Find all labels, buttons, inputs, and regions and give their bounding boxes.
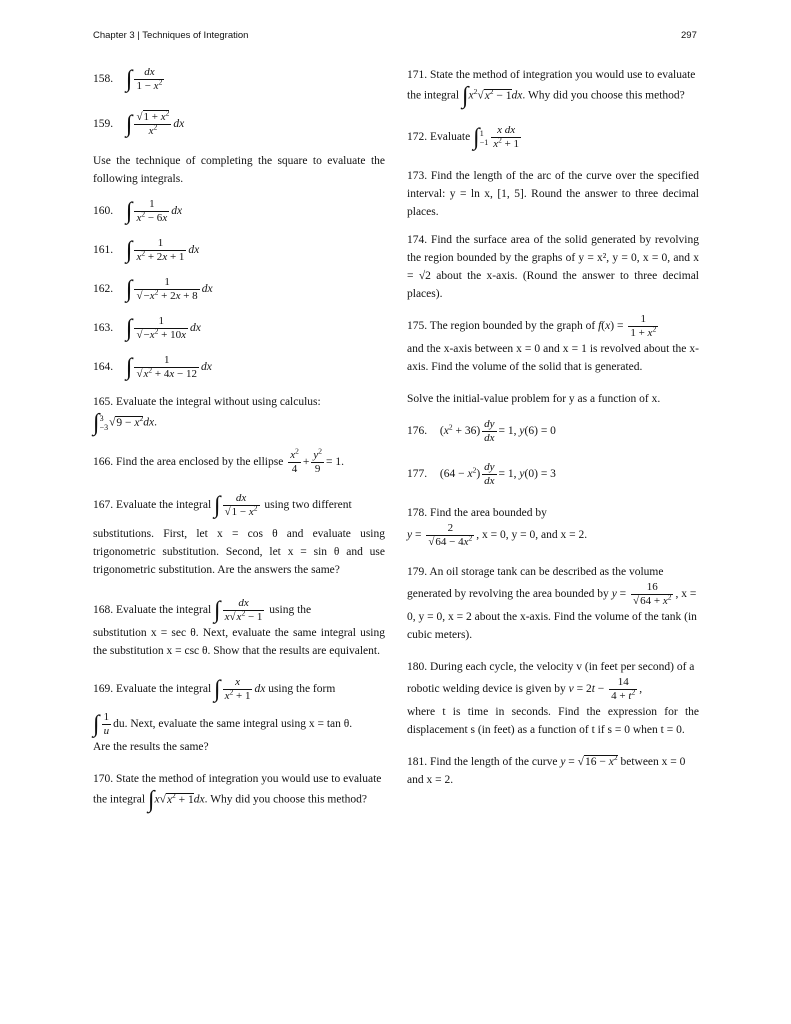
problem-161: 161. ∫ $\frac{1}{x^2 + 2x + 1}$ dx <box>93 237 200 264</box>
problem-166: 166. Find the area enclosed by the ellipse $\frac{x^2}{4}$ + $\frac{y^2}{9}$ = 1. <box>93 446 344 475</box>
problem-174: 174. Find the surface area of the solid generated by revolving the region bounded by the graphs of y = x², y = 0, x = 0, and x = √2 about the x-axis. (Round the answer to three decimal places). <box>407 234 699 300</box>
problem-173: 173. Find the length of the arc of the curve over the specified interval: y = ln x, [1, 5]. Round the answer to three decimal places. <box>407 170 699 218</box>
problem-170: 170. State the method of integration you would use to evaluate the integral $\int x√x^2 + 1dx$. Why did you choose this method? <box>93 773 382 813</box>
page-number: 297 <box>681 30 697 41</box>
problem-159: 159. ∫ $\frac{√1 + x^2}{x^2}$ dx <box>93 108 185 138</box>
problem-168: 168. Evaluate the integral ∫ $\frac{dx}{x√x^2 - 1}$ using the substitution x = sec θ. Next, evaluate the same integral using the substitution x = csc θ. Show that the results are equivalent. <box>93 597 385 657</box>
completing-square-intro: Use the technique of completing the square to evaluate the following integrals. <box>93 155 385 185</box>
problem-165: 165. Evaluate the integral without using calculus: ∫ 3 −3 $√9 - x^2dx$. <box>93 396 321 436</box>
problem-171: 171. State the method of integration you would use to evaluate the integral $\int x^2√x^2 - 1dx$. Why did you choose this method? <box>407 69 696 109</box>
problem-160: 160. ∫ $\frac{1}{x^2 - 6x}$ dx <box>93 198 183 225</box>
problem-169: 169. Evaluate the integral ∫ $\frac{x}{x^2 + 1}$ dx using the form ∫ $\frac{1}{u}$ du. Next, evaluate the same integral using x = tan θ. Are the results the same? <box>93 676 353 753</box>
problem-175: 175. The region bounded by the graph of f(x) = $\frac{1}{1 + x^2}$ and the x-axis between x = 0 and x = 1 is revolved about the x-axis. Find the volume of the solid that is generated. <box>407 313 699 373</box>
problem-178: 178. Find the area bounded by y = $\frac{2}{√64 - 4x^2}$ , x = 0, y = 0, and x = 2. <box>407 507 588 548</box>
problem-180: 180. During each cycle, the velocity v (in feet per second) of a robotic welding device is given by v = 2t − $\frac{14}{4 + t^2}$ , where t is time in seconds. Find the expression for the displacement s (in feet) as a function of t if s = 0 when t = 0. <box>407 661 699 736</box>
problem-164: 164. ∫ $\frac{1}{√x^2 + 4x - 12}$ dx <box>93 354 212 381</box>
problem-176: 176. $(x^2 + 36)$ $\frac{dy}{dx}$ = 1, y(6) = 0 <box>407 418 556 444</box>
problem-181: 181. Find the length of the curve $y = √16 - x^2$ between x = 0 and x = 2. <box>407 753 686 786</box>
chapter-header: Chapter 3 | Techniques of Integration <box>93 30 249 41</box>
right-column <box>407 66 699 789</box>
problem-172: 172. Evaluate ∫ 1 −1 $\frac{\text{x dx}}{x^2 + 1}$ <box>407 124 520 151</box>
problem-162: 162. ∫ $\frac{1}{√-x^2 + 2x + 8}$ dx <box>93 276 213 303</box>
problem-163: 163. ∫ $\frac{1}{√-x^2 + 10x}$ dx <box>93 315 201 342</box>
problem-177: 177. $(64 - x^2)$ $\frac{dy}{dx}$ = 1, y(0) = 3 <box>407 461 556 487</box>
problem-158: 158. ∫ $\frac{dx}{1 - x^2}$ <box>93 66 163 93</box>
left-column <box>93 66 385 812</box>
problem-167: 167. Evaluate the integral ∫ $\frac{dx}{√1 - x^2}$ using two different substitutions. First, let x = cos θ and evaluate using trigonometric substitution. Second, let x = sin θ and use trigonometric substitution. Are the answers the same? <box>93 492 385 576</box>
ivp-instruction: Solve the initial-value problem for y as a function of x. <box>407 393 661 405</box>
problem-179: 179. An oil storage tank can be described as the volume generated by revolving the area bounded by y = $\frac{16}{√64 + x^2}$ , x = 0, y = 0, x = 2 about the x-axis. Find the volume of the tank (in cubic meters). <box>407 566 697 641</box>
